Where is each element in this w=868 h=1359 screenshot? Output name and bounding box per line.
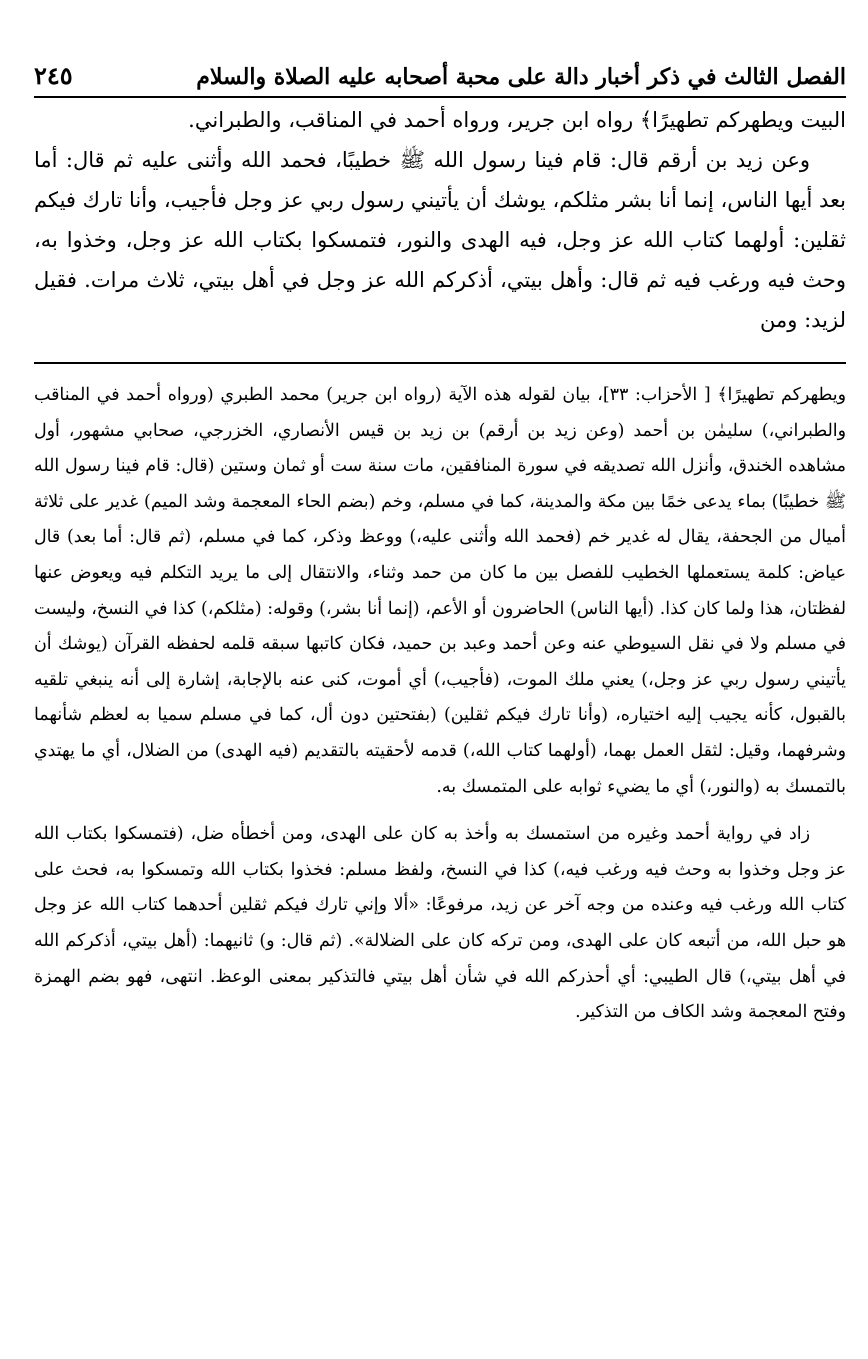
paragraph-gap: [34, 805, 846, 817]
commentary: [34, 378, 846, 1031]
footnote-separator: [34, 362, 846, 364]
book-page: [34, 42, 846, 1332]
commentary-paragraph: ويطهركم تطهيرًا﴾ [ الأحزاب: ٣٣]، بيان لقوله هذه الآية (رواه ابن جرير) محمد الطبري (ورواه أحمد في المناقب والطبراني،) سليمٰن بن أحمد (وعن زيد بن أرقم) بن زيد بن قيس الأنصاري، الخزرجي، صحابي مشهور، أول مشاهده الخندق، وأنزل الله تصديقه في سورة المنافقين، مات سنة ست أو ثمان وستين (قال: قام فينا رسول الله ﷺ خطيبًا) بماء يدعى خمًا بين مكة والمدينة، كما في مسلم، وخم (بضم الحاء المعجمة وشد الميم) غدير على ثلاثة أميال من الجحفة، يقال له غدير خم (فحمد الله وأثنى عليه،) ووعظ وذكر، كما في مسلم، (ثم قال: أما بعد) قال عياض: كلمة يستعملها الخطيب للفصل بين ما كان من حمد وثناء، والانتقال إلى ما يريد التكلم فيه ويعوض عنها لفظتان، هذا ولما كان كذا. (أيها الناس) الحاضرون أو الأعم، (إنما أنا بشر،) وقوله: (مثلكم،) كذا في النسخ، وليست في مسلم ولا في نقل السيوطي عنه وعن أحمد وعبد بن حميد، فكان كاتبها سبقه قلمه لحفظه القرآن (يوشك أن يأتيني رسول ربي عز وجل،) يعني ملك الموت، (فأجيب،) أي أموت، كنى عنه بالإجابة، إشارة إلى أنه ينبغي تلقيه بالقبول، كأنه يجيب إليه اختياره، (وأنا تارك فيكم ثقلين) (بفتحتين دون أل، كما في مسلم سميا به لعظم شأنهما وشرفهما، وقيل: لثقل العمل بهما، (أولهما كتاب الله،) قدمه لأحقيته بالتقديم (فيه الهدى) من الضلال، أي ما يهتدي بالتمسك به (والنور،) أي ما يضيء ثوابه على المتمسك به.: [34, 385, 846, 797]
main-paragraph: البيت ويطهركم تطهيرًا﴾ رواه ابن جرير، ورواه أحمد في المناقب، والطبراني.: [188, 108, 846, 132]
main-paragraph: وعن زيد بن أرقم قال: قام فينا رسول الله ﷺ خطيبًا، فحمد الله وأثنى عليه ثم قال: أما بعد أيها الناس، إنما أنا بشر مثلكم، يوشك أن يأتيني رسول ربي عز وجل فأجيب، وأنا تارك فيكم ثقلين: أولهما كتاب الله عز وجل، فيه الهدى والنور، فتمسكوا بكتاب الله عز وجل، وخذوا به، وحث فيه ورغب فيه ثم قال: وأهل بيتي، أذكركم الله عز وجل في أهل بيتي، ثلاث مرات. فقيل لزيد: ومن: [34, 148, 846, 332]
page-number: ٢٤٥: [34, 61, 73, 90]
running-header: [34, 42, 846, 98]
main-text: [34, 100, 846, 340]
commentary-paragraph: زاد في رواية أحمد وغيره من استمسك به وأخذ به كان على الهدى، ومن أخطأه ضل، (فتمسكوا بكتاب الله عز وجل وخذوا به وحث فيه ورغب فيه،) كذا في النسخ، ولفظ مسلم: فخذوا بكتاب الله وتمسكوا به، فحث على كتاب الله ورغب فيه وعنده من وجه آخر عن زيد، مرفوعًا: «ألا وإني تارك فيكم ثقلين أحدهما كتاب الله عز وجل هو حبل الله، من أتبعه كان على الهدى، ومن تركه كان على الضلالة». (ثم قال: و) ثانيهما: (أهل بيتي، أذكركم الله في أهل بيتي،) قال الطيبي: أي أحذركم الله في شأن أهل بيتي فالتذكير بمعنى الوعظ. انتهى، فهو بضم الهمزة وفتح المعجمة وشد الكاف من التذكير.: [34, 824, 847, 1023]
chapter-title: الفصل الثالث في ذكر أخبار دالة على محبة أصحابه عليه الصلاة والسلام: [196, 64, 846, 90]
